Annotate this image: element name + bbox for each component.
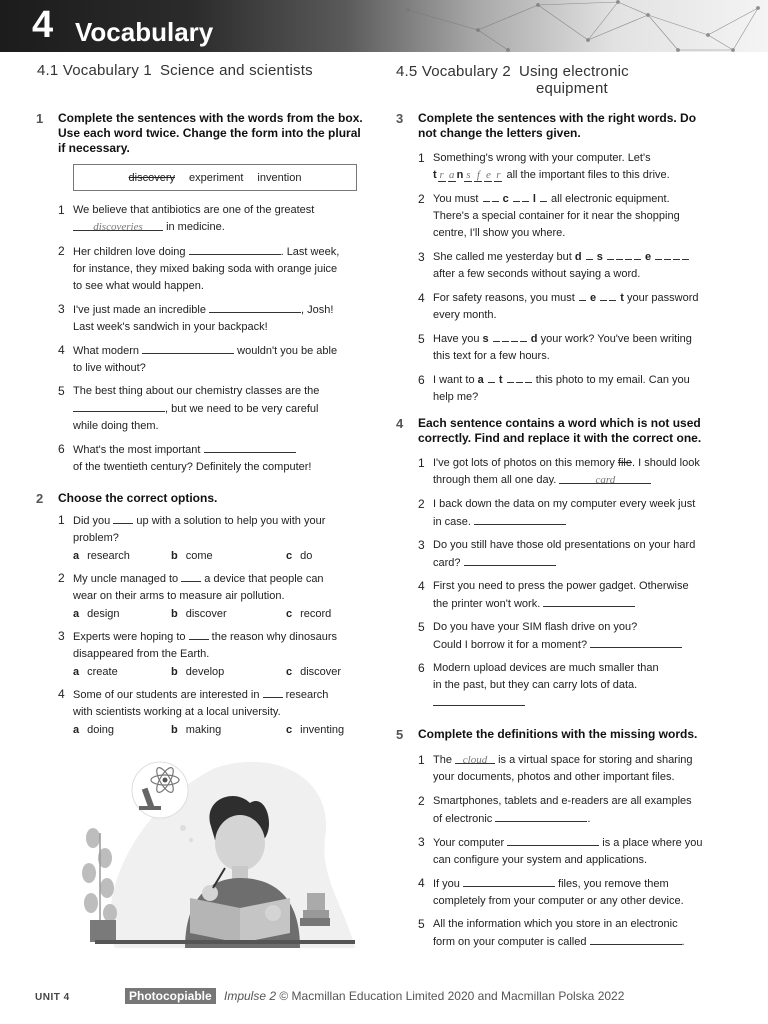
letter-blank[interactable] (493, 331, 500, 342)
answer-blank[interactable] (189, 243, 281, 255)
letter-blank[interactable] (520, 331, 527, 342)
exercise-4-item: 5 Do you have your SIM flash drive on you? Could I borrow it for a moment? (433, 619, 738, 654)
exercise-4-number: 4 (396, 416, 404, 431)
exercise-1-number: 1 (36, 111, 44, 126)
exercise-2-item: 4 Some of our students are interested in research with scientists working at a local university. (58, 687, 329, 718)
answer-blank[interactable] (142, 342, 234, 354)
exercise-5-item: 5 All the information which you store in an electronic form on your computer is called . (418, 917, 685, 948)
photocopiable-badge: Photocopiable (125, 988, 216, 1004)
option-c[interactable]: c discover (286, 666, 342, 678)
letter-blank[interactable]: r (439, 169, 444, 181)
answer-blank[interactable] (590, 933, 682, 945)
footer-unit-label: UNIT 4 (35, 992, 70, 1003)
letter-blank[interactable]: f (474, 169, 482, 182)
exercise-3-instruction: Complete the sentences with the right words. Do not change the letters given. (418, 111, 697, 140)
box-word: invention (257, 171, 302, 184)
exercise-3-item: 6 I want to a t this photo to my email. Can you help me? (418, 373, 690, 403)
option-c[interactable]: c inventing (286, 724, 345, 736)
book-title: Impulse 2 (224, 989, 277, 1003)
answer-blank[interactable] (464, 554, 556, 566)
exercise-3-item: 3 She called me yesterday but d s e after a few seconds without saying a word. (433, 249, 733, 283)
answer-blank[interactable]: cloud (455, 752, 495, 764)
letter-blank[interactable]: a (448, 169, 455, 181)
letter-blank[interactable] (655, 249, 662, 260)
letter-blank[interactable] (673, 249, 680, 260)
section-topic-line1: Using electronic (518, 63, 629, 80)
exercise-4-instruction: Each sentence contains a word which is not used correctly. Find and replace it with the correct one. (418, 416, 702, 445)
letter-blank[interactable] (483, 191, 490, 202)
letter-blank[interactable] (488, 372, 495, 383)
letter-blank[interactable] (579, 290, 586, 301)
page-title: Vocabulary (75, 17, 214, 47)
letter-blank[interactable] (492, 191, 499, 202)
exercise-1-item: 4 What modern wouldn't you be able to live without? (58, 343, 338, 374)
exercise-5-item: 1 The cloud is a virtual space for storing and sharing your documents, photos and other important files. (418, 753, 693, 783)
letter-blank[interactable] (682, 249, 689, 260)
option-a[interactable]: a design (73, 608, 120, 620)
exercise-2-number: 2 (36, 491, 44, 506)
section-topic: Science and scientists (159, 62, 313, 79)
exercise-1-item: 2 Her children love doing . Last week, for instance, they mixed baking soda with orange juice to see what would happen. (58, 244, 340, 292)
option-a[interactable]: a create (73, 666, 118, 678)
letter-blank[interactable]: e (485, 169, 491, 181)
letter-blank[interactable] (664, 249, 671, 260)
exercise-5-item: 2 Smartphones, tablets and e-readers are all examples of electronic . (418, 794, 692, 825)
word-box (73, 164, 357, 191)
exercise-3-item: 1 Something's wrong with your computer. Let's t r a n s f e r all the important files to this drive. (418, 151, 670, 181)
answer-blank[interactable] (263, 686, 283, 698)
exercise-4-item: 3 Do you still have those old presentations on your hard card? (418, 538, 696, 569)
option-b[interactable]: b discover (171, 608, 227, 620)
letter-blank[interactable]: s (466, 169, 471, 181)
exercise-3-item: 4 For safety reasons, you must e t your password every month. (418, 291, 699, 321)
right-section-heading (396, 63, 629, 97)
exercise-1-item: 6 What's the most important of the twentieth century? Definitely the computer! (58, 442, 312, 473)
exercise-5-item: 4 If you files, you remove them completely from your computer or any other device. (418, 876, 684, 907)
letter-blank[interactable] (516, 372, 523, 383)
option-a[interactable]: a doing (73, 724, 115, 736)
unit-banner (0, 0, 768, 52)
box-word: discovery (128, 171, 175, 184)
answer-blank[interactable] (507, 834, 599, 846)
option-b[interactable]: b making (171, 724, 222, 736)
unit-number: 4 (32, 4, 54, 46)
letter-blank[interactable]: r (496, 169, 501, 181)
answer-blank[interactable] (73, 400, 165, 412)
section-code: 4.1 Vocabulary 1 (37, 62, 152, 79)
letter-blank[interactable] (607, 249, 614, 260)
exercise-4-item: 6 Modern upload devices are much smaller than in the past, but they can carry lots of data. (433, 660, 738, 712)
letter-blank[interactable] (600, 290, 607, 301)
option-c[interactable]: c do (286, 550, 313, 562)
exercise-2-instruction: Choose the correct options. (58, 491, 218, 505)
answer-blank[interactable] (495, 810, 587, 822)
exercise-4-item: 2 I back down the data on my computer every week just in case. (418, 497, 696, 528)
answer-blank[interactable]: card (559, 472, 651, 484)
answer-blank[interactable]: discoveries (73, 219, 163, 231)
exercise-2-item: 1 Did you up with a solution to help you with your problem? (58, 513, 326, 544)
letter-blank[interactable] (525, 372, 532, 383)
exercise-2-item: 3 Experts were hoping to the reason why dinosaurs disappeared from the Earth. (58, 629, 337, 660)
exercise-1-item: 1 We believe that antibiotics are one of the greatest discoveries in medicine. (58, 203, 315, 233)
letter-blank[interactable] (507, 372, 514, 383)
option-a[interactable]: a research (73, 550, 130, 562)
exercise-3-item: 5 Have you s d your work? You've been writing this text for a few hours. (418, 332, 692, 362)
exercise-2-item: 2 My uncle managed to a device that people can wear on their arms to measure air pollution. (58, 571, 324, 602)
exercise-4-item: 1 I've got lots of photos on this memory file. I should look through them all one day. card (418, 456, 700, 486)
section-code: 4.5 Vocabulary 2 (396, 63, 511, 80)
exercise-4-item: 4 First you need to press the power gadget. Otherwise the printer won't work. (418, 579, 689, 610)
answer-blank[interactable] (204, 441, 296, 453)
answer-blank[interactable] (181, 570, 201, 582)
answer-blank[interactable] (543, 595, 635, 607)
exercise-3-item: 2 You must c l all electronic equipment. There's a special container for it near the shopping centre, I'll show you where. (418, 192, 680, 239)
exercise-3-number: 3 (396, 111, 404, 126)
section-topic-line2: equipment (536, 80, 608, 97)
letter-blank[interactable] (609, 290, 616, 301)
answer-blank[interactable] (590, 636, 682, 648)
answer-blank[interactable] (113, 512, 133, 524)
answer-blank[interactable] (189, 628, 209, 640)
letter-blank[interactable] (513, 191, 520, 202)
struck-word: file (617, 457, 632, 469)
exercise-1-instruction: Complete the sentences with the words from the box. Use each word twice. Change the form into the plural if necessary. (58, 111, 363, 155)
letter-blank[interactable] (616, 249, 623, 260)
exercise-5-item: 3 Your computer is a place where you can configure your system and applications. (418, 835, 703, 866)
answer-blank[interactable] (463, 875, 555, 887)
student-reading-illustration (75, 748, 365, 948)
letter-blank[interactable] (502, 331, 509, 342)
network-pattern-graphic (388, 0, 768, 52)
letter-blank[interactable] (625, 249, 632, 260)
box-word: experiment (189, 171, 244, 184)
exercise-1-item: 5 The best thing about our chemistry classes are the , but we need to be very careful while doing them. (58, 384, 320, 432)
exercise-1-item: 3 I've just made an incredible , Josh! Last week's sandwich in your backpack! (58, 302, 334, 333)
answer-blank[interactable] (209, 301, 301, 313)
option-b[interactable]: b come (171, 550, 213, 562)
answer-blank[interactable] (474, 513, 566, 525)
left-section-heading (37, 62, 313, 79)
copyright-line: Impulse 2 © Macmillan Education Limited 2020 and Macmillan Polska 2022 (224, 989, 625, 1003)
option-b[interactable]: b develop (171, 666, 225, 678)
letter-blank[interactable] (511, 331, 518, 342)
option-c[interactable]: c record (286, 608, 332, 620)
letter-blank[interactable] (540, 191, 547, 202)
letter-blank[interactable] (522, 191, 529, 202)
answer-blank[interactable] (433, 694, 525, 706)
letter-blank[interactable] (634, 249, 641, 260)
letter-blank[interactable] (586, 249, 593, 260)
exercise-5-number: 5 (396, 727, 404, 742)
exercise-5-instruction: Complete the definitions with the missing words. (418, 727, 698, 741)
